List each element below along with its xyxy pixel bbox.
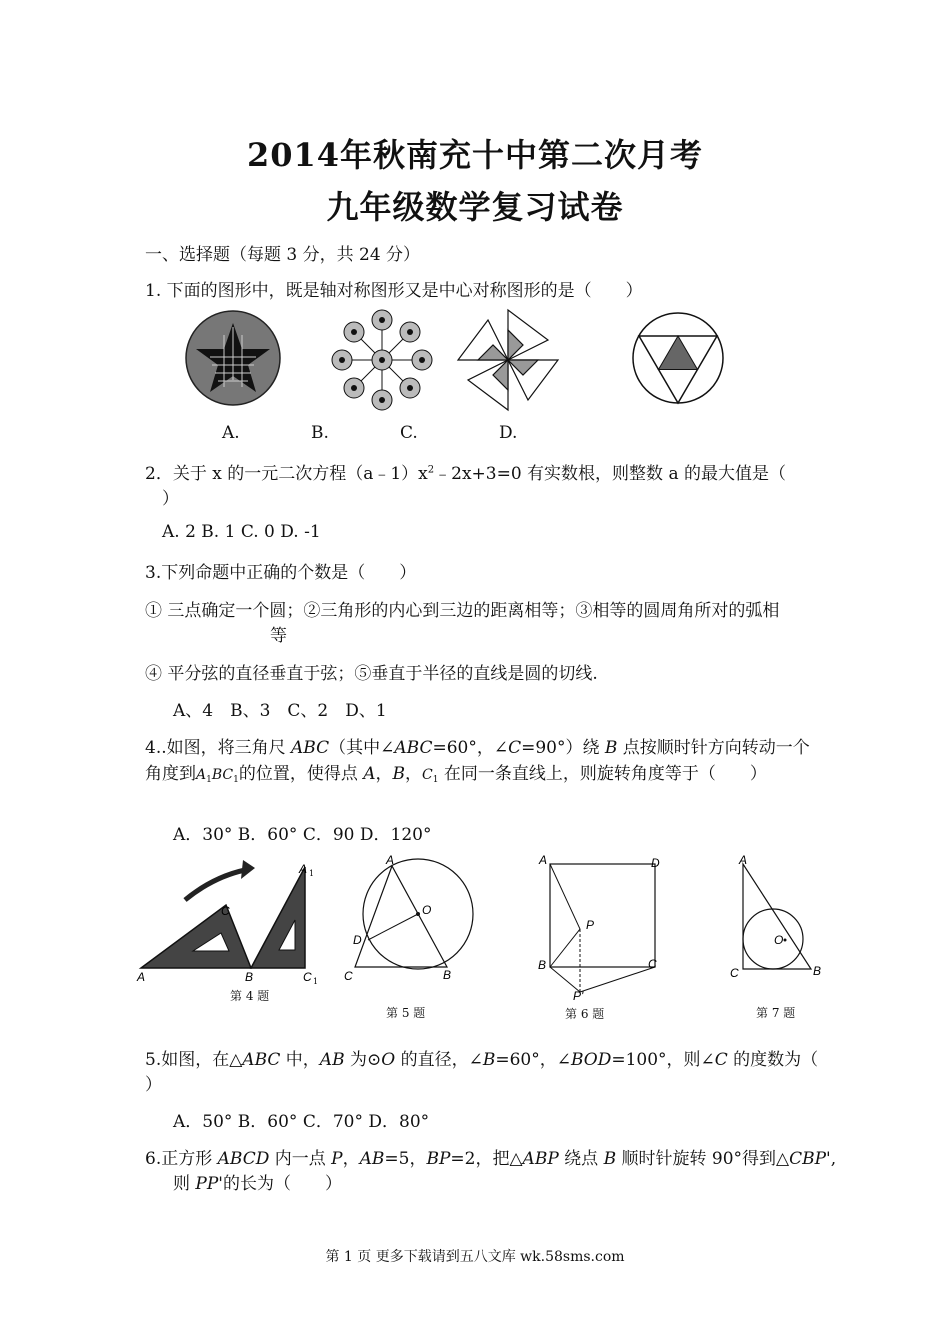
fig5-label-o: O xyxy=(422,903,432,917)
q5-t12: C xyxy=(714,1050,728,1070)
q1-option-a: A. xyxy=(222,423,240,443)
q4-u8: ， xyxy=(405,764,423,784)
q4-u9: C xyxy=(422,767,433,783)
q6-t7: =5， xyxy=(384,1149,427,1169)
figure-4 xyxy=(133,855,333,985)
q6-t11: 绕点 xyxy=(558,1149,604,1169)
q5-t2: ABC xyxy=(242,1050,281,1070)
q6-t9: =2，把△ xyxy=(450,1149,523,1169)
fig6-label-p: P xyxy=(586,918,595,932)
fig6-label-a: A xyxy=(539,853,548,867)
q4-t5: =60°，∠ xyxy=(432,738,509,758)
fig4-label-c1: C xyxy=(303,970,312,984)
q5-options: A．50° B．60° C．70° D．80° xyxy=(173,1112,430,1132)
page-subtitle: 九年级数学复习试卷 xyxy=(326,188,624,226)
q4-t9: 点按顺时针方向转动一个 xyxy=(617,738,810,758)
q5-t11: =100°，则∠ xyxy=(611,1050,715,1070)
q1-option-d: D. xyxy=(499,423,518,443)
q4-sub-c1: 1 xyxy=(432,775,439,785)
q5-line-1 xyxy=(145,1045,818,1070)
q5-t6: O xyxy=(381,1050,396,1070)
fig5-label-c: C xyxy=(344,969,353,983)
q5-t13: 的度数为（ xyxy=(727,1050,819,1070)
q6-t3: 内一点 xyxy=(269,1149,332,1169)
q6-line-2 xyxy=(173,1169,342,1194)
q5-t3: 中， xyxy=(280,1050,320,1070)
q6-t13: 顺时针旋转 90°得到△ xyxy=(616,1149,790,1169)
q5-line-2: ） xyxy=(145,1075,162,1095)
q5-t5: 为⊙ xyxy=(344,1050,382,1070)
q6-u2: PP' xyxy=(195,1174,223,1194)
q6-t6: AB xyxy=(359,1149,385,1169)
q1-figure-a xyxy=(180,305,290,415)
q1-text: 1. 下面的图形中，既是轴对称图形又是中心对称图形的是（ ） xyxy=(145,281,643,301)
q5-t10: BOD xyxy=(570,1050,612,1070)
q3-statement-1-cont: 等 xyxy=(270,626,287,646)
q4-sub-c: 1 xyxy=(233,775,239,785)
q2-exponent: 2 xyxy=(427,464,435,476)
section-heading: 一、选择题（每题 3 分，共 24 分） xyxy=(145,245,421,265)
q6-t1: 6.正方形 xyxy=(145,1149,218,1169)
q4-u5: A xyxy=(363,764,376,784)
figure-6-caption: 第 6 题 xyxy=(565,1007,605,1021)
q4-t1: 4..如图，将三角尺 xyxy=(145,738,292,758)
fig4-label-c1-sub: 1 xyxy=(313,977,319,985)
q6-t12: B xyxy=(603,1149,617,1169)
fig5-label-a: A xyxy=(386,853,395,867)
q5-t9: =60°，∠ xyxy=(495,1050,571,1070)
q4-line-1 xyxy=(145,733,810,758)
q4-u4: 的位置，使得点 xyxy=(238,764,364,784)
q4-options: A．30° B．60° C．90 D．120° xyxy=(173,825,432,845)
fig7-label-a: A xyxy=(739,853,748,867)
q2-text-b: ﹣2x+3=0 有实数根，则整数 a 的最大值是（ xyxy=(434,464,786,484)
q6-t15: , xyxy=(830,1149,837,1169)
q6-t14: CBP' xyxy=(789,1149,831,1169)
q5-t1: 5.如图，在△ xyxy=(145,1050,243,1070)
q2-options: A. 2 B. 1 C. 0 D. -1 xyxy=(162,522,321,542)
fig7-label-b: B xyxy=(813,964,822,978)
q6-t2: ABCD xyxy=(217,1149,270,1169)
q5-t8: B xyxy=(482,1050,496,1070)
q2-text-a: 2．关于 x 的一元二次方程（a﹣1）x xyxy=(145,464,428,484)
figure-5-caption: 第 5 题 xyxy=(386,1006,426,1020)
q1-option-b: B. xyxy=(311,423,329,443)
fig7-label-o: O xyxy=(774,933,784,947)
q3-statement-2: ④ 平分弦的直径垂直于弦；⑤垂直于半径的直线是圆的切线. xyxy=(145,664,598,684)
page-footer: 第 1 页 更多下载请到五八文库 wk.58sms.com xyxy=(325,1249,625,1265)
fig6-label-b: B xyxy=(538,958,547,972)
q5-t7: 的直径，∠ xyxy=(395,1050,483,1070)
fig4-label-b: B xyxy=(245,970,254,984)
q4-t7: =90°）绕 xyxy=(521,738,605,758)
figure-7-caption: 第 7 题 xyxy=(756,1006,796,1020)
q1-figure-b xyxy=(330,308,435,413)
q4-t3: （其中∠ xyxy=(329,738,395,758)
fig4-label-a: A xyxy=(137,970,146,984)
q4-u2: A xyxy=(196,767,207,783)
figure-5 xyxy=(340,852,505,987)
q6-line-1 xyxy=(145,1144,836,1169)
q5-t4: AB xyxy=(319,1050,345,1070)
fig6-label-d: D xyxy=(651,856,660,870)
q6-t5: ， xyxy=(342,1149,360,1169)
q4-u6: ， xyxy=(375,764,393,784)
q4-t6: C xyxy=(508,738,522,758)
q4-u3: BC xyxy=(211,767,234,783)
q6-u3: 的长为（ ） xyxy=(222,1174,342,1194)
fig4-label-c: C xyxy=(221,904,230,918)
q4-t2: ABC xyxy=(291,738,330,758)
figure-6 xyxy=(535,852,670,1002)
q2-text-c: ） xyxy=(162,489,179,509)
q1-option-c: C. xyxy=(400,423,418,443)
page-title: 2014年秋南充十中第二次月考 xyxy=(246,136,704,174)
q4-t4: ABC xyxy=(394,738,433,758)
q6-t10: ABP xyxy=(522,1149,559,1169)
fig7-label-c: C xyxy=(730,966,739,980)
q4-u1: 角度到 xyxy=(145,764,196,784)
q6-u1: 则 xyxy=(173,1174,196,1194)
q6-t8: BP xyxy=(426,1149,451,1169)
fig5-label-b: B xyxy=(443,968,452,982)
q1-figure-d xyxy=(625,308,735,413)
q4-line-2 xyxy=(145,759,767,785)
q4-u7: B xyxy=(392,764,406,784)
q3-statement-1: ① 三点确定一个圆；②三角形的内心到三边的距离相等；③相等的圆周角所对的弧相 xyxy=(145,601,780,621)
fig4-label-a1: A xyxy=(299,862,308,876)
q1-figure-c xyxy=(448,305,568,417)
q3-options: A、4 B、3 C、2 D、1 xyxy=(173,701,387,721)
figure-7 xyxy=(725,852,835,987)
q6-t4: P xyxy=(331,1149,343,1169)
q4-t8: B xyxy=(604,738,618,758)
q3-text: 3.下列命题中正确的个数是（ ） xyxy=(145,563,417,583)
fig5-label-d: D xyxy=(353,933,362,947)
fig6-label-c: C xyxy=(648,957,657,971)
fig6-label-p-prime: P' xyxy=(573,989,584,1002)
fig4-label-a1-sub: 1 xyxy=(309,869,315,878)
figure-4-caption: 第 4 题 xyxy=(230,989,270,1003)
q2-text xyxy=(145,459,786,484)
q4-sub-a: 1 xyxy=(206,775,212,785)
q4-u10: 在同一条直线上，则旋转角度等于（ ） xyxy=(438,764,767,784)
